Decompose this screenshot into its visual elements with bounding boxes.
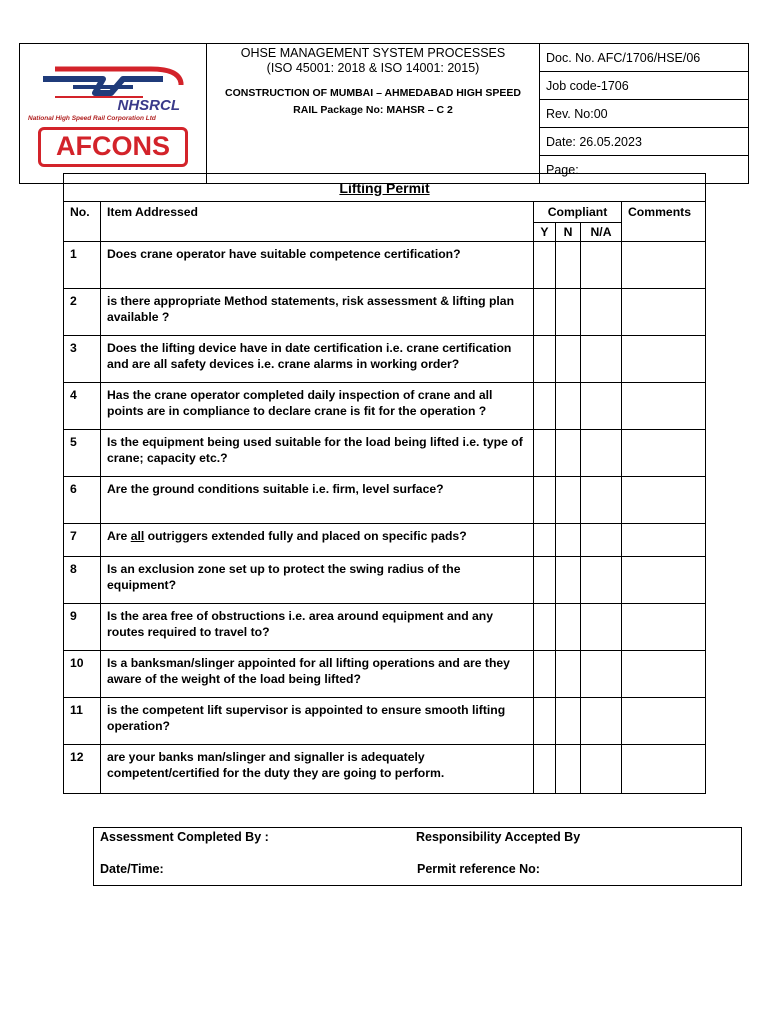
na-checkbox-cell[interactable] [581,604,622,651]
comments-cell[interactable] [622,651,706,698]
table-row [64,524,706,557]
na-checkbox-cell[interactable] [581,430,622,477]
row-item: are your banks man/slinger and signaller is adequately competent/certified for the duty they are going to perform. [101,745,534,794]
project-line-1: CONSTRUCTION OF MUMBAI – AHMEDABAD HIGH SPEED [225,87,521,99]
column-header-compliant: Compliant [534,202,622,223]
no-checkbox-cell[interactable] [556,604,581,651]
row-number: 1 [64,242,101,289]
nhsrcl-name: NHSRCL [117,96,180,114]
row-number: 9 [64,604,101,651]
table-row [64,477,706,524]
sign-off-cell [94,828,742,886]
comments-cell[interactable] [622,430,706,477]
row-number: 11 [64,698,101,745]
na-checkbox-cell[interactable] [581,336,622,383]
nhsrcl-subtitle: National High Speed Rail Corporation Ltd [28,114,156,122]
no-checkbox-cell[interactable] [556,651,581,698]
yes-checkbox-cell[interactable] [534,698,556,745]
permit-reference-label: Permit reference No: [417,862,540,876]
document-header [19,43,749,184]
table-row [64,430,706,477]
job-code: Job code-1706 [540,72,749,100]
row-item: is the competent lift supervisor is appointed to ensure smooth lifting operation? [101,698,534,745]
row-item: Is a banksman/slinger appointed for all lifting operations and are they aware of the weight of the load being lifted? [101,651,534,698]
table-row [64,383,706,430]
comments-cell[interactable] [622,336,706,383]
row-item-underlined: all [130,529,145,543]
row-item-post: outriggers extended fully and placed on specific pads? [144,529,467,543]
revision-number: Rev. No:00 [540,100,749,128]
iso-standards: (ISO 45001: 2018 & ISO 14001: 2015) [266,61,480,75]
comments-cell[interactable] [622,477,706,524]
row-number: 3 [64,336,101,383]
yes-checkbox-cell[interactable] [534,745,556,794]
afcons-logo [38,127,188,167]
comments-cell[interactable] [622,604,706,651]
table-row [64,242,706,289]
row-item: Does crane operator have suitable competence certification? [101,242,534,289]
na-checkbox-cell[interactable] [581,383,622,430]
yes-checkbox-cell[interactable] [534,651,556,698]
row-item: is there appropriate Method statements, risk assessment & lifting plan available ? [101,289,534,336]
na-checkbox-cell[interactable] [581,242,622,289]
na-checkbox-cell[interactable] [581,745,622,794]
comments-cell[interactable] [622,383,706,430]
yes-checkbox-cell[interactable] [534,557,556,604]
header-title-cell [207,44,540,184]
system-title: OHSE MANAGEMENT SYSTEM PROCESSES [240,46,506,60]
doc-number: Doc. No. AFC/1706/HSE/06 [540,44,749,72]
na-checkbox-cell[interactable] [581,557,622,604]
column-header-no-compliance: N [556,223,581,242]
comments-cell[interactable] [622,557,706,604]
no-checkbox-cell[interactable] [556,430,581,477]
logo-cell [20,44,207,184]
yes-checkbox-cell[interactable] [534,524,556,557]
table-row [64,651,706,698]
row-number: 6 [64,477,101,524]
row-number: 8 [64,557,101,604]
assessment-completed-label: Assessment Completed By : [100,830,269,844]
yes-checkbox-cell[interactable] [534,289,556,336]
column-header-item: Item Addressed [101,202,534,242]
row-item: Has the crane operator completed daily inspection of crane and all points are in compliance to declare crane is fit for the operation ? [101,383,534,430]
table-row [64,698,706,745]
row-item-pre: Are [107,529,131,543]
yes-checkbox-cell[interactable] [534,430,556,477]
comments-cell[interactable] [622,242,706,289]
nhsrcl-logo [20,63,206,123]
permit-title: Lifting Permit [339,179,430,196]
na-checkbox-cell[interactable] [581,524,622,557]
table-row [64,745,706,794]
no-checkbox-cell[interactable] [556,557,581,604]
no-checkbox-cell[interactable] [556,242,581,289]
project-line-2: RAIL Package No: MAHSR – C 2 [293,104,453,116]
na-checkbox-cell[interactable] [581,477,622,524]
row-number: 5 [64,430,101,477]
no-checkbox-cell[interactable] [556,698,581,745]
table-row [64,604,706,651]
no-checkbox-cell[interactable] [556,745,581,794]
table-row [64,557,706,604]
table-row [64,289,706,336]
row-item: Is an exclusion zone set up to protect the swing radius of the equipment? [101,557,534,604]
table-row [64,336,706,383]
row-number: 7 [64,524,101,557]
no-checkbox-cell[interactable] [556,336,581,383]
yes-checkbox-cell[interactable] [534,383,556,430]
row-number: 2 [64,289,101,336]
column-header-comments: Comments [622,202,706,242]
comments-cell[interactable] [622,745,706,794]
column-header-yes: Y [534,223,556,242]
row-item: Is the equipment being used suitable for the load being lifted i.e. type of crane; capacity etc.? [101,430,534,477]
yes-checkbox-cell[interactable] [534,604,556,651]
no-checkbox-cell[interactable] [556,383,581,430]
afcons-logo-text: AFCONS [56,131,170,161]
comments-cell[interactable] [622,289,706,336]
no-checkbox-cell[interactable] [556,289,581,336]
row-number: 4 [64,383,101,430]
document-date: Date: 26.05.2023 [540,128,749,156]
permit-title-cell [64,174,706,202]
no-checkbox-cell[interactable] [556,524,581,557]
row-item [101,524,534,557]
yes-checkbox-cell[interactable] [534,477,556,524]
nhsrcl-train-icon [33,63,193,101]
na-checkbox-cell[interactable] [581,651,622,698]
responsibility-accepted-label: Responsibility Accepted By [416,830,581,844]
row-item: Is the area free of obstructions i.e. area around equipment and any routes required to travel to? [101,604,534,651]
lifting-permit-table [63,173,706,794]
page-number: Page: [540,156,749,184]
comments-cell[interactable] [622,698,706,745]
row-number: 12 [64,745,101,794]
date-time-label: Date/Time: [100,862,164,876]
column-header-no: No. [64,202,101,242]
row-number: 10 [64,651,101,698]
yes-checkbox-cell[interactable] [534,336,556,383]
comments-cell[interactable] [622,524,706,557]
no-checkbox-cell[interactable] [556,477,581,524]
sign-off-box [93,827,742,886]
yes-checkbox-cell[interactable] [534,242,556,289]
na-checkbox-cell[interactable] [581,698,622,745]
row-item: Are the ground conditions suitable i.e. firm, level surface? [101,477,534,524]
column-header-na: N/A [581,223,622,242]
na-checkbox-cell[interactable] [581,289,622,336]
row-item: Does the lifting device have in date certification i.e. crane certification and are all safety devices i.e. crane alarms in working order? [101,336,534,383]
